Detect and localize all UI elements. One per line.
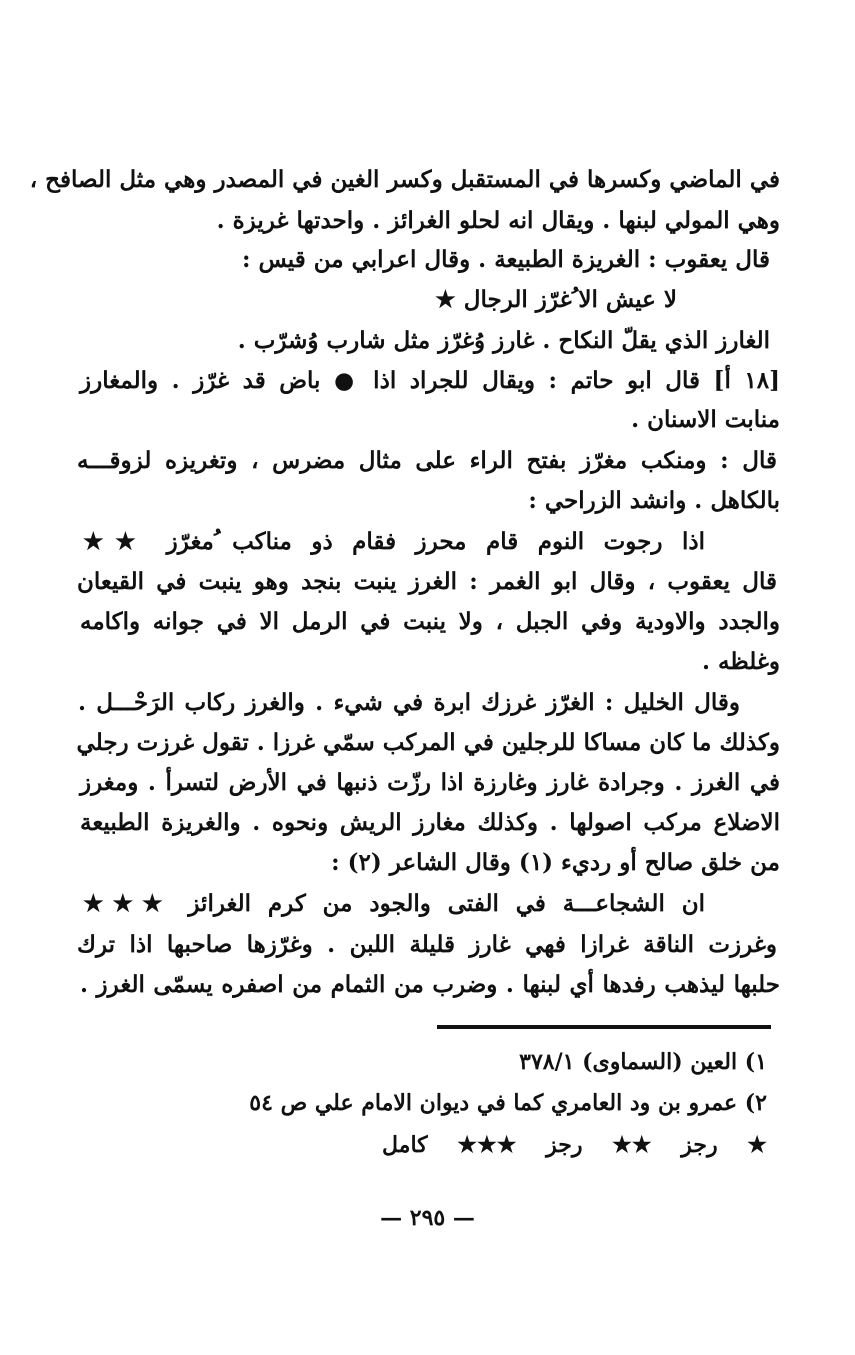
verse-line: ان الشجاعـــة في الفتى والجود من كرم الغرائز ★★★ (83, 890, 705, 917)
text-line: قال يعقوب ، وقال ابو الغمر : الغرز ينبت بنجد وهو ينبت في القيعان (77, 568, 777, 595)
text-line: وغرزت الناقة غرازا فهي غارز قليلة اللبن . وغرّزها صاحبها اذا ترك (77, 931, 777, 958)
text-line: الاضلاع مركب اصولها . وكذلك مغارز الريش ونحوه . والغريزة الطبيعة (80, 809, 780, 836)
footnote: ١) العين (السماوى) ٣٧٨/١ (519, 1049, 767, 1075)
text-line: [١٨ أ] قال ابو حاتم : ويقال للجراد اذا ● باض قد غرّز . والمغارز (80, 367, 780, 394)
footnote: ★ رجز ★★ رجز ★★★ كامل (382, 1132, 767, 1158)
verse-line: اذا رجوت النوم قام محرز فقام ذو مناكب ُمغرّز ★★ (83, 528, 705, 555)
text-line: حلبها ليذهب رفدها أي لبنها . وضرب من الثمام من اصفره يسمّى الغرز . (80, 971, 780, 998)
text-line: بالكاهل . وانشد الزراحي : (528, 487, 780, 514)
footnote-separator (437, 1025, 771, 1029)
verse-line: لا عيش الا ُغرّز الرجال ★ (435, 286, 677, 313)
text-line: قال يعقوب : الغريزة الطبيعة . وقال اعرابي من قيس : (241, 246, 770, 273)
text-line: وغلظه . (702, 648, 780, 675)
text-line: منابت الاسنان . (631, 406, 780, 433)
text-line: الغارز الذي يقلّ النكاح . غارز وُغرّز مثل شارب وُشرّب . (237, 327, 770, 354)
text-line: من خلق صالح أو رديء (١) وقال الشاعر (٢) : (331, 849, 780, 876)
text-line: وهي المولي لبنها . ويقال انه لحلو الغرائز . واحدتها غريزة . (216, 207, 780, 234)
footnote: ٢) عمرو بن ود العامري كما في ديوان الامام علي ص ٥٤ (249, 1090, 767, 1116)
text-line: قال : ومنكب مغرّز بفتح الراء على مثال مضرس ، وتغريزه لزوقـــه (77, 447, 777, 474)
text-line: في الغرز . وجرادة غارز وغارزة اذا رزّت ذنبها في الأرض لتسرأ . ومغرز (80, 769, 780, 796)
text-line: في الماضي وكسرها في المستقبل وكسر الغين في المصدر وهي مثل الصافح ، (29, 166, 780, 193)
text-line: والجدد والاودية وفي الجبل ، ولا ينبت في الرمل الا في جوانه واكامه (80, 608, 780, 635)
text-line: وقال الخليل : الغرّز غرزك ابرة في شيء . والغرز ركاب الرَحْـــل . (78, 689, 740, 716)
text-line: وكذلك ما كان مساكا للرجلين في المركب سمّي غرزا . تقول غرزت رجلي (76, 729, 780, 756)
page-number: — ٢٩٥ — (380, 1205, 475, 1231)
